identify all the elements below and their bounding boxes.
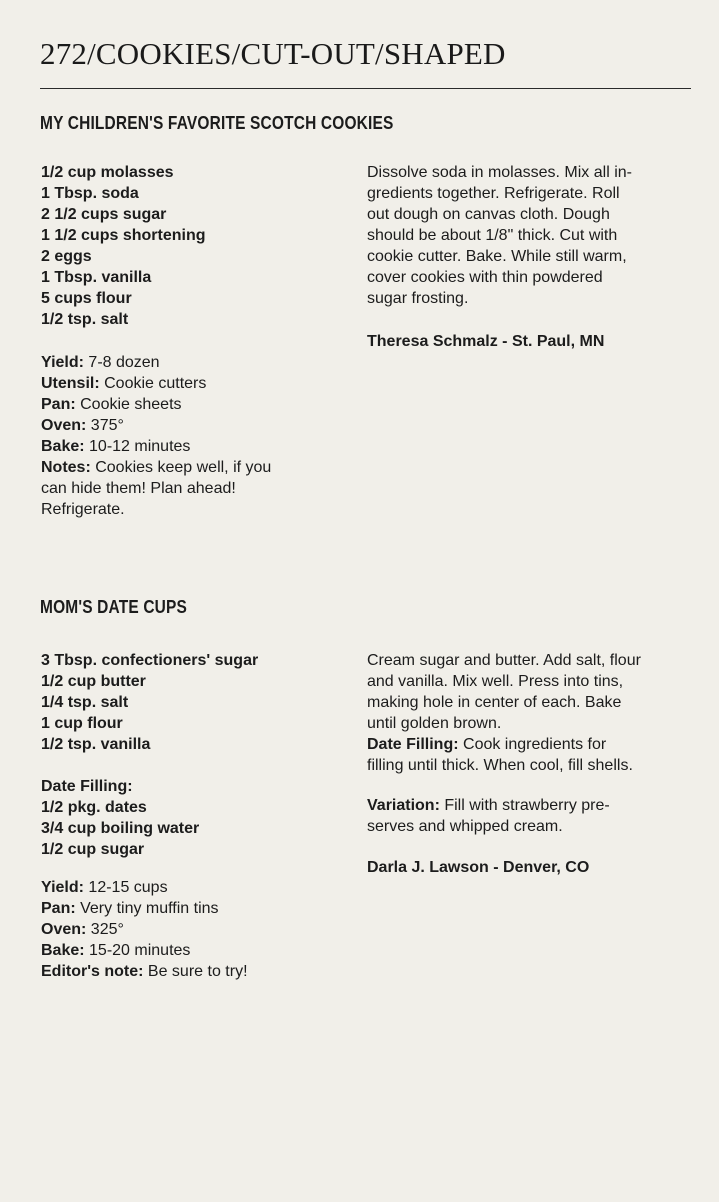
direction-line: cookie cutter. Bake. While still warm, [367,248,627,265]
ingredient: 2 eggs [41,248,92,265]
ingredient: 1/2 tsp. vanilla [41,736,151,753]
ingredient: 1/2 cup butter [41,673,146,690]
recipe-title: MY CHILDREN'S FAVORITE SCOTCH COOKIES [40,113,394,133]
ingredient: 5 cups flour [41,290,132,307]
ingredient: 2 1/2 cups sugar [41,206,167,223]
recipe-author: Theresa Schmalz - St. Paul, MN [367,333,605,350]
direction-line: Dissolve soda in molasses. Mix all in- [367,164,632,181]
ingredient: 1 Tbsp. vanilla [41,269,152,286]
page-header: 272/COOKIES/CUT-OUT/SHAPED [40,36,506,71]
meta-oven: Oven: 325° [41,921,124,938]
meta-utensil: Utensil: Cookie cutters [41,375,207,392]
recipe-meta [41,877,351,982]
ingredient: 1 Tbsp. soda [41,185,139,202]
meta-yield: Yield: 12-15 cups [41,879,168,896]
header-rule [40,88,691,89]
direction-line: gredients together. Refrigerate. Roll [367,185,620,202]
direction-line: filling until thick. When cool, fill shells. [367,757,633,774]
direction-line: making hole in center of each. Bake [367,694,622,711]
direction-line: until golden brown. [367,715,502,732]
filling-directions: Date Filling: Cook ingredients for [367,736,607,753]
ingredient: 1/2 cup sugar [41,841,145,858]
meta-yield: Yield: 7-8 dozen [41,354,160,371]
meta-oven: Oven: 375° [41,417,124,434]
recipe-directions [367,162,697,309]
filling-heading: Date Filling: [41,778,133,795]
variation-line: Variation: Fill with strawberry pre- [367,797,610,814]
direction-line: and vanilla. Mix well. Press into tins, [367,673,624,690]
ingredients-list [41,162,341,330]
recipe-title: MOM'S DATE CUPS [40,597,188,617]
recipe-directions [367,650,707,776]
ingredient: 1/2 tsp. salt [41,311,129,328]
recipe-meta [41,352,351,520]
recipe-author: Darla J. Lawson - Denver, CO [367,859,590,876]
notes-continued: Refrigerate. [41,501,125,518]
ingredients-list [41,650,351,860]
ingredient: 3/4 cup boiling water [41,820,200,837]
meta-pan: Pan: Very tiny muffin tins [41,900,219,917]
direction-line: cover cookies with thin powdered [367,269,603,286]
meta-bake: Bake: 15-20 minutes [41,942,191,959]
meta-bake: Bake: 10-12 minutes [41,438,191,455]
recipe-variation [367,795,707,837]
ingredient: 1/4 tsp. salt [41,694,129,711]
ingredient: 3 Tbsp. confectioners' sugar [41,652,259,669]
meta-editors-note: Editor's note: Be sure to try! [41,963,248,980]
direction-line: should be about 1/8" thick. Cut with [367,227,618,244]
notes-continued: can hide them! Plan ahead! [41,480,236,497]
direction-line: out dough on canvas cloth. Dough [367,206,610,223]
variation-line: serves and whipped cream. [367,818,563,835]
meta-notes: Notes: Cookies keep well, if you [41,459,272,476]
ingredient: 1/2 pkg. dates [41,799,147,816]
ingredient: 1 cup flour [41,715,123,732]
ingredient: 1 1/2 cups shortening [41,227,206,244]
ingredient: 1/2 cup molasses [41,164,174,181]
direction-line: Cream sugar and butter. Add salt, flour [367,652,641,669]
meta-pan: Pan: Cookie sheets [41,396,182,413]
direction-line: sugar frosting. [367,290,469,307]
